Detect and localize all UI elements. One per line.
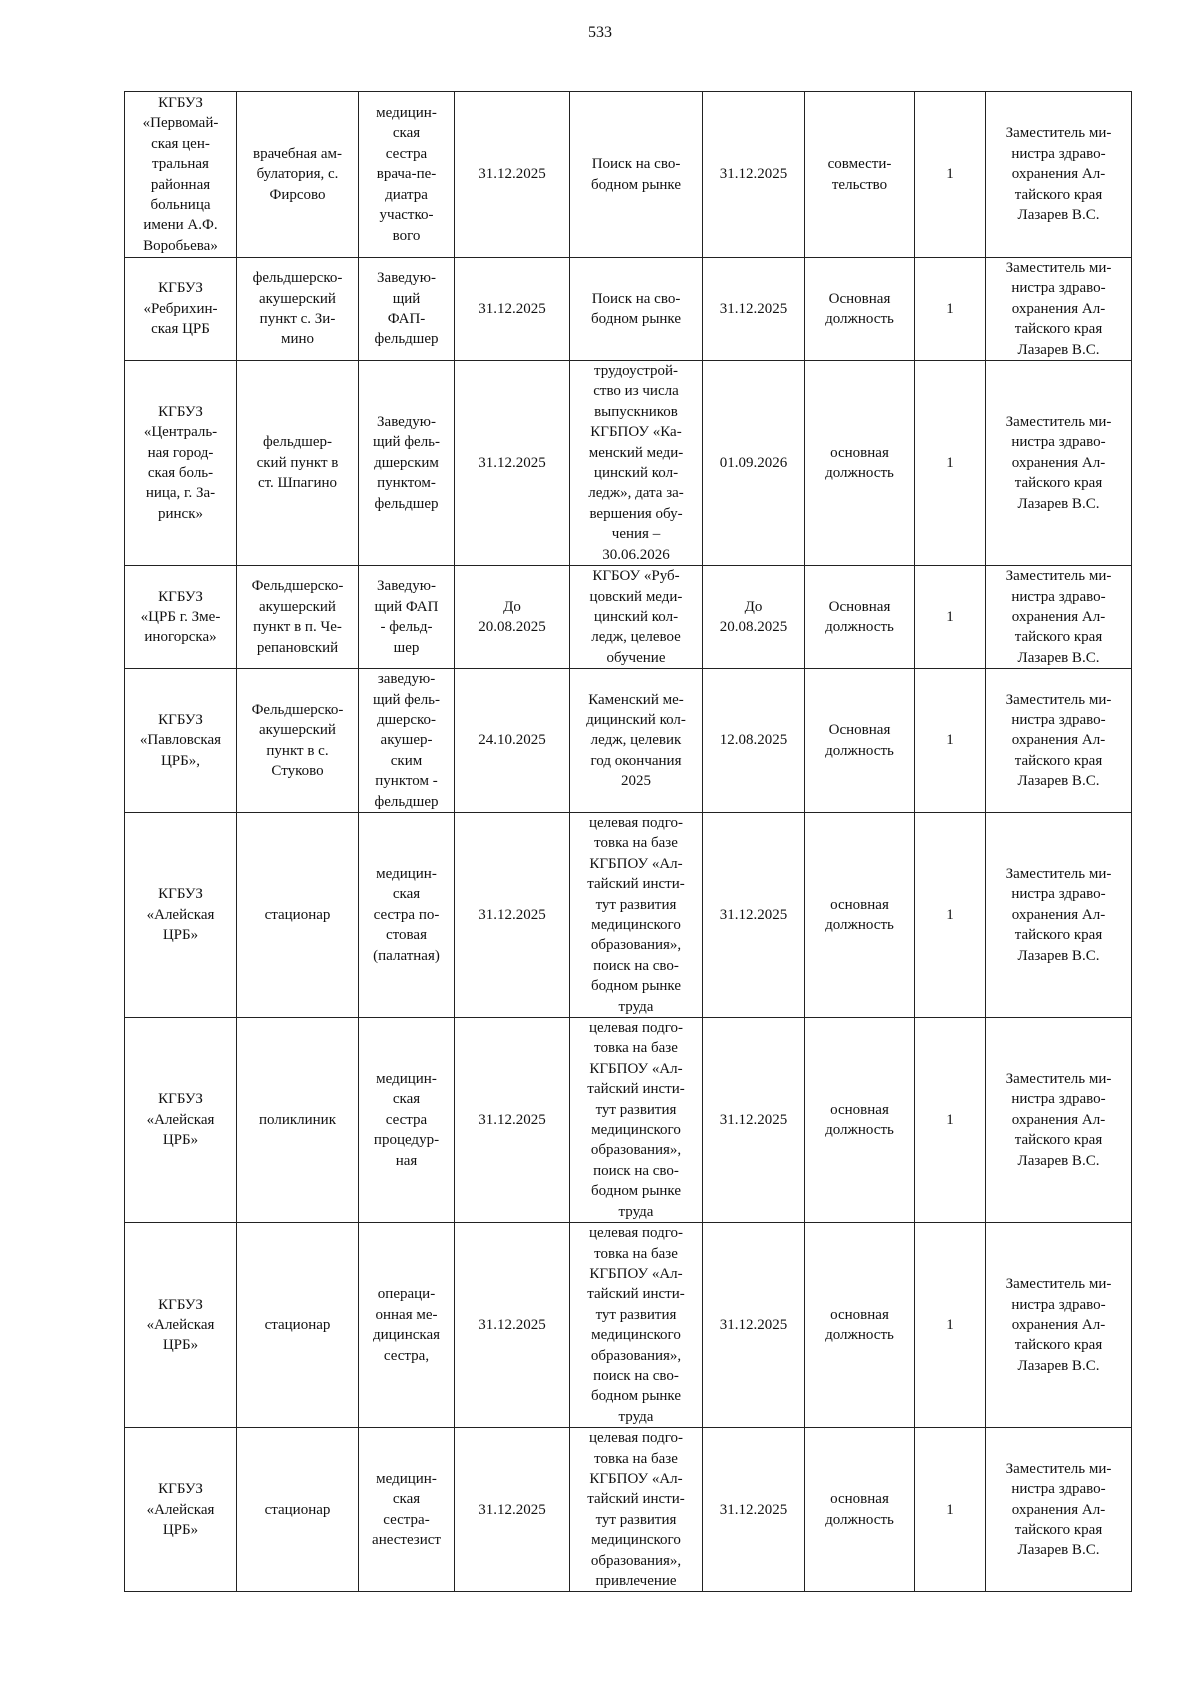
source-cell: Поиск на сво- бодном рынке	[570, 92, 703, 258]
count-cell: 1	[915, 1223, 986, 1428]
table-row	[125, 669, 1132, 813]
source-cell: целевая подго- товка на базе КГБПОУ «Ал- тайский инсти- тут развития медицинского образования», поиск на сво- бодном рынке труда	[570, 1018, 703, 1223]
unit-cell: поликлиник	[237, 1018, 359, 1223]
table-row	[125, 812, 1132, 1017]
table-row	[125, 1428, 1132, 1592]
responsible-cell: Заместитель ми- нистра здраво- охранения Ал- тайского края Лазарев В.С.	[986, 812, 1132, 1017]
employment-cell: основная должность	[805, 812, 915, 1017]
employment-cell: совмести- тельство	[805, 92, 915, 258]
table-row	[125, 566, 1132, 669]
source-cell: КГБОУ «Руб- цовский меди- цинский кол- ледж, целевое обучение	[570, 566, 703, 669]
table-body	[125, 92, 1132, 1592]
source-cell: целевая подго- товка на базе КГБПОУ «Ал- тайский инсти- тут развития медицинского образования», привлечение	[570, 1428, 703, 1592]
count-cell: 1	[915, 361, 986, 566]
vacancy-date-cell: 31.12.2025	[455, 1223, 570, 1428]
table-row	[125, 258, 1132, 361]
org-cell: КГБУЗ «Алейская ЦРБ»	[125, 1428, 237, 1592]
employment-cell: основная должность	[805, 1223, 915, 1428]
count-cell: 1	[915, 566, 986, 669]
unit-cell: Фельдшерско- акушерский пункт в п. Че- репановский	[237, 566, 359, 669]
source-cell: целевая подго- товка на базе КГБПОУ «Ал- тайский инсти- тут развития медицинского образования», поиск на сво- бодном рынке труда	[570, 1223, 703, 1428]
count-cell: 1	[915, 812, 986, 1017]
vacancy-date-cell: 31.12.2025	[455, 1428, 570, 1592]
count-cell: 1	[915, 669, 986, 813]
employment-cell: основная должность	[805, 1018, 915, 1223]
position-cell: медицин- ская сестра- анестезист	[359, 1428, 455, 1592]
unit-cell: Фельдшерско- акушерский пункт в с. Стуково	[237, 669, 359, 813]
fill-date-cell: 31.12.2025	[703, 258, 805, 361]
source-cell: Каменский ме- дицинский кол- ледж, целевик год окончания 2025	[570, 669, 703, 813]
responsible-cell: Заместитель ми- нистра здраво- охранения Ал- тайского края Лазарев В.С.	[986, 361, 1132, 566]
fill-date-cell: До 20.08.2025	[703, 566, 805, 669]
fill-date-cell: 31.12.2025	[703, 1223, 805, 1428]
position-cell: операци- онная ме- дицинская сестра,	[359, 1223, 455, 1428]
responsible-cell: Заместитель ми- нистра здраво- охранения Ал- тайского края Лазарев В.С.	[986, 1428, 1132, 1592]
org-cell: КГБУЗ «ЦРБ г. Зме- иногорска»	[125, 566, 237, 669]
position-cell: Заведую- щий ФАП - фельд- шер	[359, 566, 455, 669]
employment-cell: основная должность	[805, 361, 915, 566]
org-cell: КГБУЗ «Алейская ЦРБ»	[125, 1018, 237, 1223]
responsible-cell: Заместитель ми- нистра здраво- охранения Ал- тайского края Лазарев В.С.	[986, 669, 1132, 813]
fill-date-cell: 31.12.2025	[703, 812, 805, 1017]
position-cell: медицин- ская сестра по- стовая (палатная)	[359, 812, 455, 1017]
count-cell: 1	[915, 1018, 986, 1223]
unit-cell: фельдшерско- акушерский пункт с. Зи- мино	[237, 258, 359, 361]
fill-date-cell: 31.12.2025	[703, 1018, 805, 1223]
employment-cell: Основная должность	[805, 669, 915, 813]
employment-cell: основная должность	[805, 1428, 915, 1592]
fill-date-cell: 01.09.2026	[703, 361, 805, 566]
org-cell: КГБУЗ «Централь- ная город- ская боль- ница, г. За- ринск»	[125, 361, 237, 566]
unit-cell: стационар	[237, 1223, 359, 1428]
employment-cell: Основная должность	[805, 258, 915, 361]
count-cell: 1	[915, 1428, 986, 1592]
fill-date-cell: 31.12.2025	[703, 1428, 805, 1592]
position-cell: Заведую- щий ФАП- фельдшер	[359, 258, 455, 361]
staffing-table	[124, 91, 1132, 1592]
vacancy-date-cell: 31.12.2025	[455, 1018, 570, 1223]
responsible-cell: Заместитель ми- нистра здраво- охранения Ал- тайского края Лазарев В.С.	[986, 258, 1132, 361]
org-cell: КГБУЗ «Алейская ЦРБ»	[125, 812, 237, 1017]
table-row	[125, 1223, 1132, 1428]
employment-cell: Основная должность	[805, 566, 915, 669]
source-cell: целевая подго- товка на базе КГБПОУ «Ал- тайский инсти- тут развития медицинского образования», поиск на сво- бодном рынке труда	[570, 812, 703, 1017]
position-cell: медицин- ская сестра процедур- ная	[359, 1018, 455, 1223]
vacancy-date-cell: 24.10.2025	[455, 669, 570, 813]
source-cell: трудоустрой- ство из числа выпускников КГБПОУ «Ка- менский меди- цинский кол- ледж», дата за- вершения обу- чения – 30.06.2026	[570, 361, 703, 566]
unit-cell: врачебная ам- булатория, с. Фирсово	[237, 92, 359, 258]
unit-cell: стационар	[237, 1428, 359, 1592]
org-cell: КГБУЗ «Алейская ЦРБ»	[125, 1223, 237, 1428]
page-number: 533	[588, 24, 612, 41]
responsible-cell: Заместитель ми- нистра здраво- охранения Ал- тайского края Лазарев В.С.	[986, 1018, 1132, 1223]
table-row	[125, 361, 1132, 566]
vacancy-date-cell: 31.12.2025	[455, 812, 570, 1017]
source-cell: Поиск на сво- бодном рынке	[570, 258, 703, 361]
position-cell: медицин- ская сестра врача-пе- диатра участко- вого	[359, 92, 455, 258]
fill-date-cell: 12.08.2025	[703, 669, 805, 813]
responsible-cell: Заместитель ми- нистра здраво- охранения Ал- тайского края Лазарев В.С.	[986, 566, 1132, 669]
table-row	[125, 1018, 1132, 1223]
position-cell: заведую- щий фель- дшерско- акушер- ским пунктом - фельдшер	[359, 669, 455, 813]
vacancy-date-cell: 31.12.2025	[455, 92, 570, 258]
vacancy-date-cell: До 20.08.2025	[455, 566, 570, 669]
vacancy-date-cell: 31.12.2025	[455, 361, 570, 566]
vacancy-date-cell: 31.12.2025	[455, 258, 570, 361]
position-cell: Заведую- щий фель- дшерским пунктом- фельдшер	[359, 361, 455, 566]
count-cell: 1	[915, 92, 986, 258]
unit-cell: фельдшер- ский пункт в ст. Шпагино	[237, 361, 359, 566]
responsible-cell: Заместитель ми- нистра здраво- охранения Ал- тайского края Лазарев В.С.	[986, 1223, 1132, 1428]
table-row	[125, 92, 1132, 258]
org-cell: КГБУЗ «Павловская ЦРБ»,	[125, 669, 237, 813]
fill-date-cell: 31.12.2025	[703, 92, 805, 258]
org-cell: КГБУЗ «Ребрихин- ская ЦРБ	[125, 258, 237, 361]
unit-cell: стационар	[237, 812, 359, 1017]
org-cell: КГБУЗ «Первомай- ская цен- тральная районная больница имени А.Ф. Воробьева»	[125, 92, 237, 258]
responsible-cell: Заместитель ми- нистра здраво- охранения Ал- тайского края Лазарев В.С.	[986, 92, 1132, 258]
count-cell: 1	[915, 258, 986, 361]
